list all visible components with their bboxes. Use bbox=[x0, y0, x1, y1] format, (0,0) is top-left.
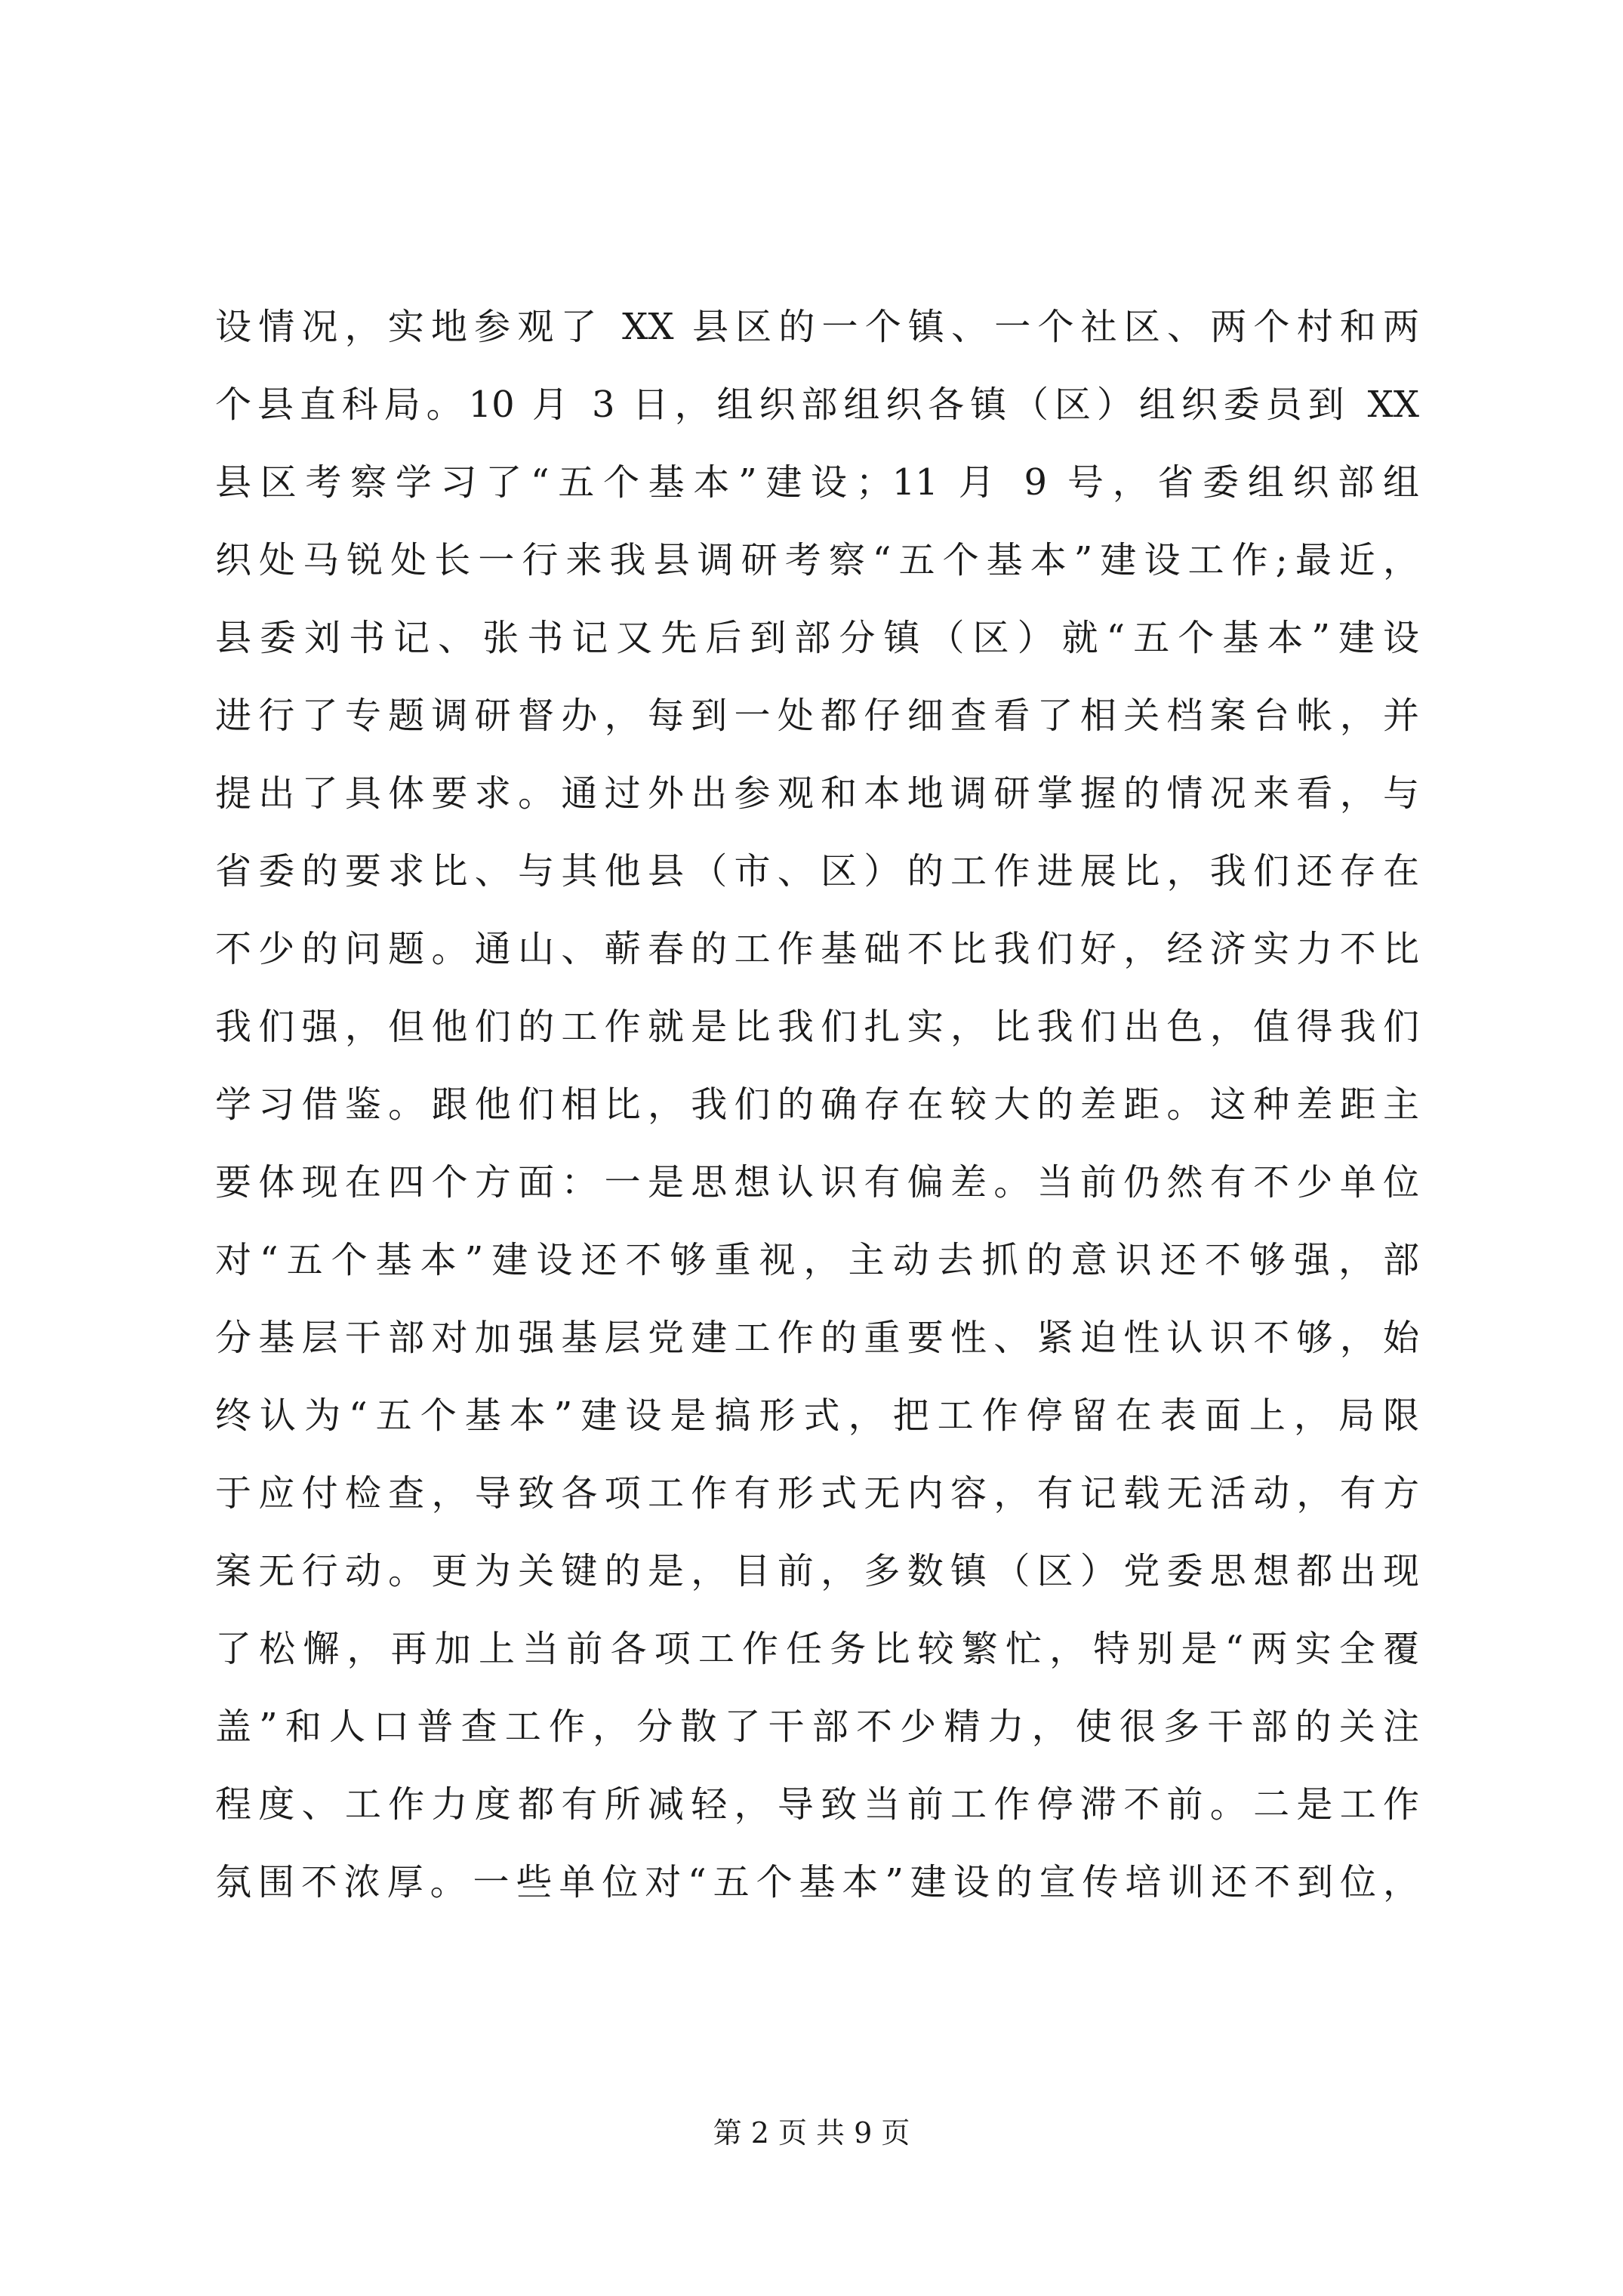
text-line: 县委刘书记、张书记又先后到部分镇（区）就“五个基本”建设 bbox=[215, 617, 1419, 659]
text-line: 我们强，但他们的工作就是比我们扎实，比我们出色，值得我们 bbox=[215, 1006, 1419, 1048]
body-text bbox=[215, 288, 1419, 1922]
text-line: 分基层干部对加强基层党建工作的重要性、紧迫性认识不够，始 bbox=[215, 1317, 1419, 1359]
text-line: 案无行动。更为关键的是，目前，多数镇（区）党委思想都出现 bbox=[215, 1550, 1419, 1592]
page-footer: 第 2 页 共 9 页 bbox=[713, 2116, 910, 2150]
text-line: 了松懈，再加上当前各项工作任务比较繁忙，特别是“两实全覆 bbox=[215, 1628, 1419, 1670]
text-line: 于应付检查，导致各项工作有形式无内容，有记载无活动，有方 bbox=[215, 1472, 1419, 1515]
text-line: 盖”和人口普查工作，分散了干部不少精力，使很多干部的关注 bbox=[215, 1706, 1419, 1748]
text-line: 氛围不浓厚。一些单位对“五个基本”建设的宣传培训还不到位， bbox=[215, 1861, 1419, 1903]
text-line: 提出了具体要求。通过外出参观和本地调研掌握的情况来看，与 bbox=[215, 772, 1419, 815]
text-line: 县区考察学习了“五个基本”建设；11 月 9 号，省委组织部组 bbox=[215, 461, 1419, 504]
text-line: 学习借鉴。跟他们相比，我们的确存在较大的差距。这种差距主 bbox=[215, 1083, 1419, 1126]
text-line: 要体现在四个方面：一是思想认识有偏差。当前仍然有不少单位 bbox=[215, 1161, 1419, 1203]
text-line: 个县直科局。10 月 3 日，组织部组织各镇（区）组织委员到 XX bbox=[215, 384, 1419, 426]
text-line: 设情况，实地参观了 XX 县区的一个镇、一个社区、两个村和两 bbox=[215, 306, 1419, 348]
text-line: 进行了专题调研督办，每到一处都仔细查看了相关档案台帐，并 bbox=[215, 695, 1419, 737]
text-line: 不少的问题。通山、蕲春的工作基础不比我们好，经济实力不比 bbox=[215, 928, 1419, 970]
text-line: 终认为“五个基本”建设是搞形式，把工作停留在表面上，局限 bbox=[215, 1395, 1419, 1437]
text-line: 织处马锐处长一行来我县调研考察“五个基本”建设工作;最近， bbox=[215, 539, 1419, 581]
text-line: 对“五个基本”建设还不够重视，主动去抓的意识还不够强，部 bbox=[215, 1239, 1419, 1281]
text-line: 省委的要求比、与其他县（市、区）的工作进展比，我们还存在 bbox=[215, 850, 1419, 892]
text-line: 程度、工作力度都有所减轻，导致当前工作停滞不前。二是工作 bbox=[215, 1783, 1419, 1826]
